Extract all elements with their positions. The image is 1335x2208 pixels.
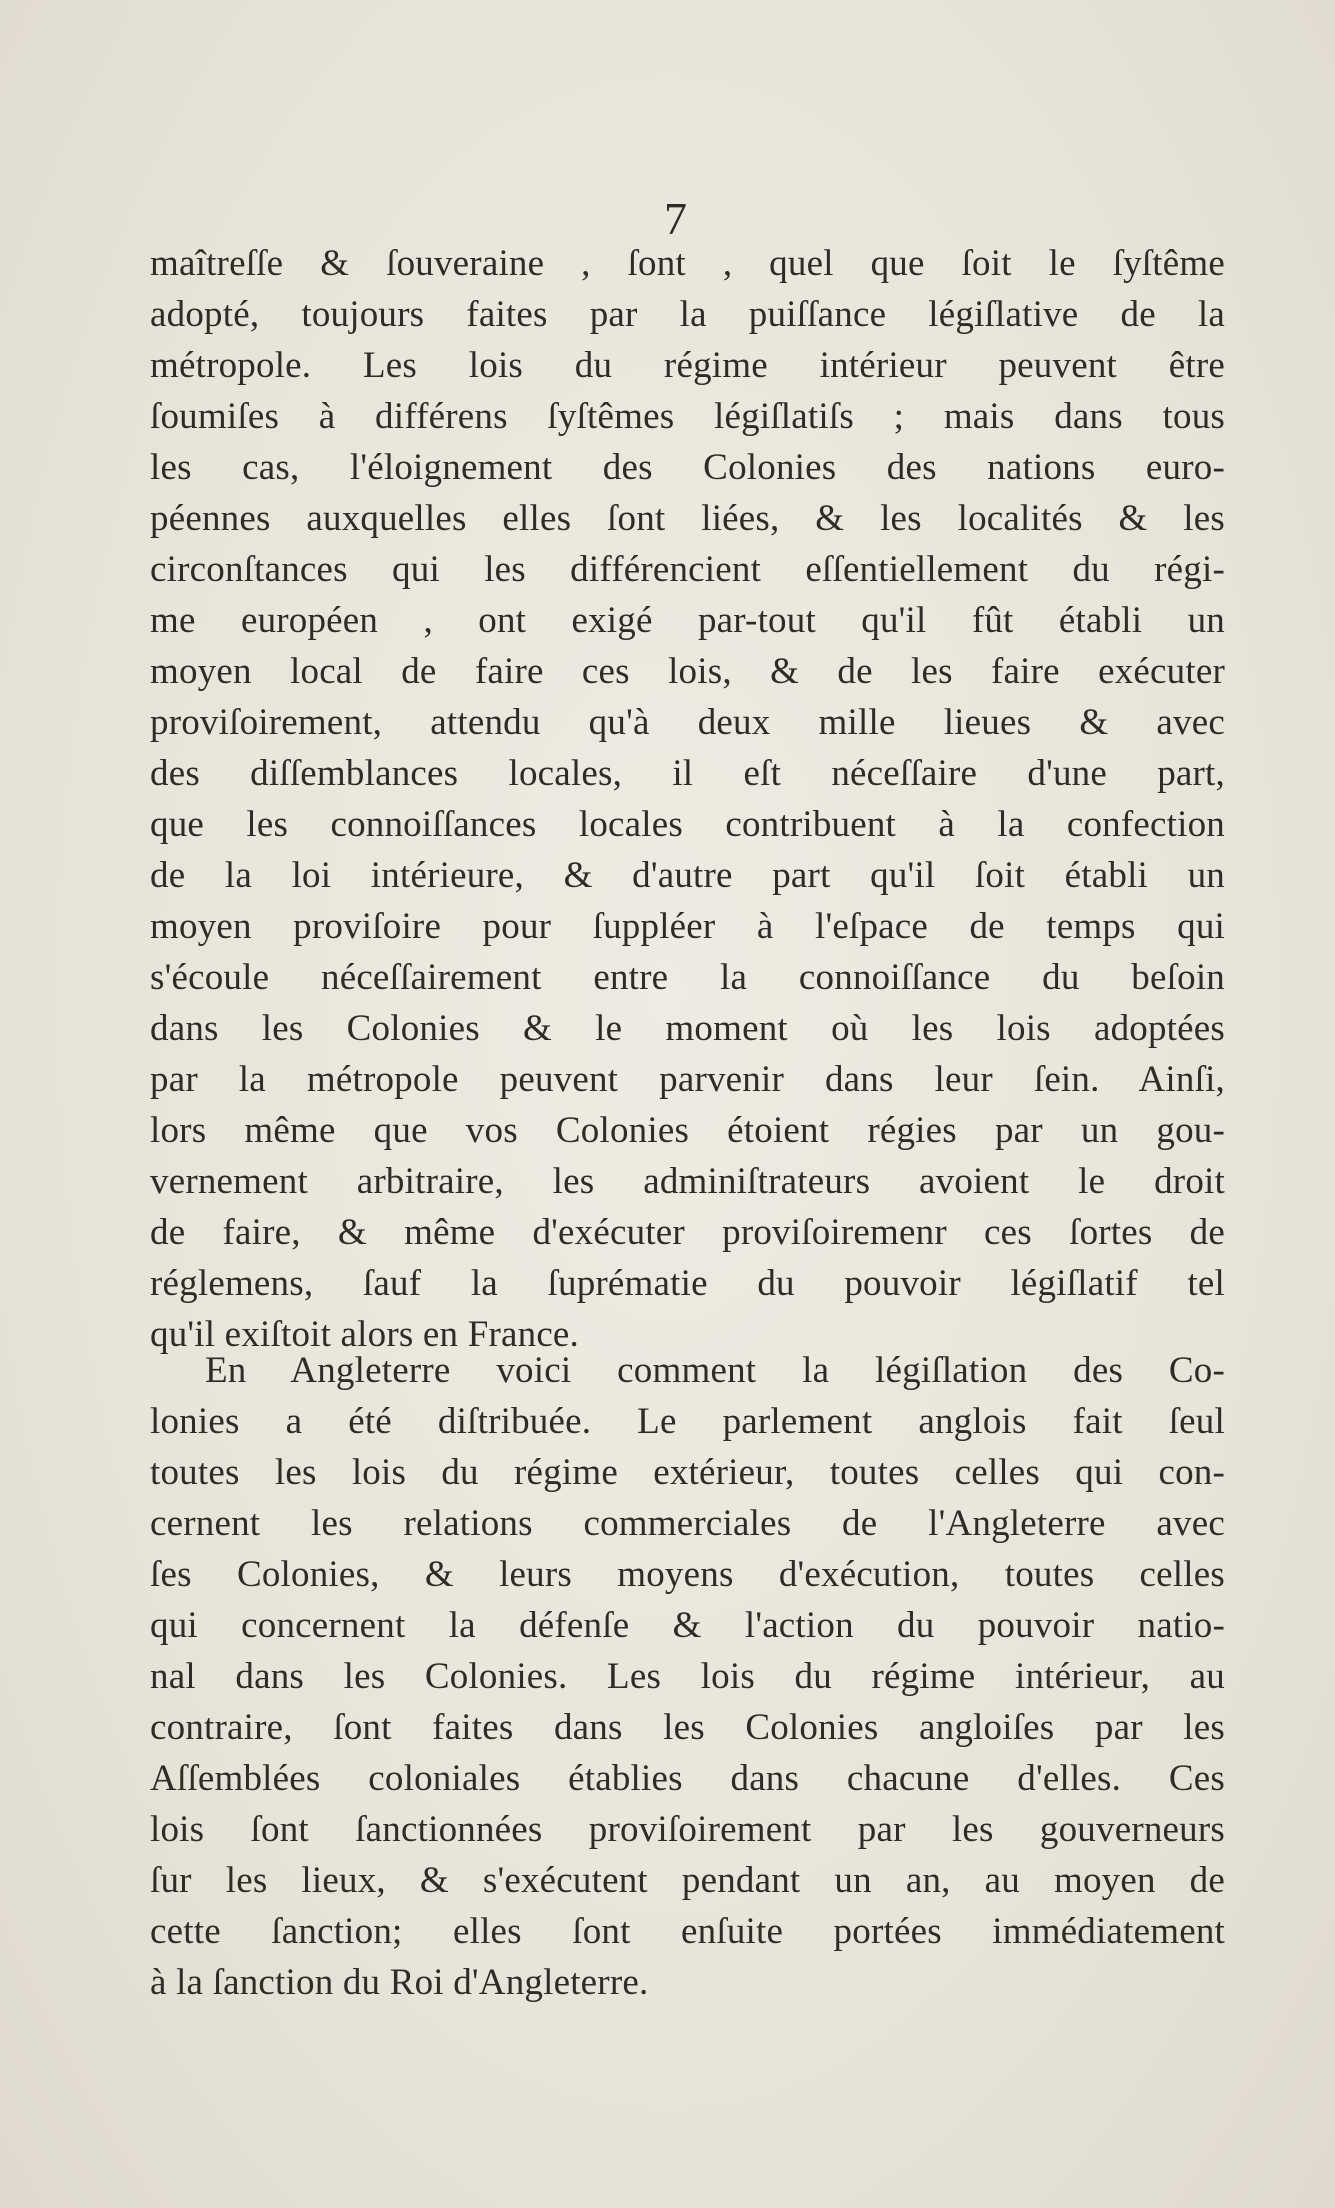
text-line: par la métropole peuvent parvenir dans leur ſein. Ainſi, — [150, 1059, 1225, 1100]
text-line: s'écoule néceſſairement entre la connoiſſance du beſoin — [150, 957, 1225, 998]
text-line: ſur les lieux, & s'exécutent pendant un an, au moyen de — [150, 1860, 1225, 1901]
text-line: nal dans les Colonies. Les lois du régime intérieur, au — [150, 1656, 1225, 1697]
text-line: cette ſanction; elles ſont enſuite portées immédiatement — [150, 1911, 1225, 1952]
text-line: ſoumiſes à différens ſyſtêmes légiſlatiſs ; mais dans tous — [150, 396, 1225, 437]
text-line: moyen proviſoire pour ſuppléer à l'eſpace de temps qui — [150, 906, 1225, 947]
text-line: des diſſemblances locales, il eſt néceſſaire d'une part, — [150, 753, 1225, 794]
text-line: lois ſont ſanctionnées proviſoirement par les gouverneurs — [150, 1809, 1225, 1850]
text-line: toutes les lois du régime extérieur, toutes celles qui con- — [150, 1452, 1225, 1493]
text-line: qui concernent la défenſe & l'action du pouvoir natio- — [150, 1605, 1225, 1646]
text-line: cernent les relations commerciales de l'Angleterre avec — [150, 1503, 1225, 1544]
text-line: proviſoirement, attendu qu'à deux mille lieues & avec — [150, 702, 1225, 743]
text-line: circonſtances qui les différencient eſſentiellement du régi- — [150, 549, 1225, 590]
text-line: ſes Colonies, & leurs moyens d'exécution, toutes celles — [150, 1554, 1225, 1595]
paragraph — [150, 238, 1225, 1360]
text-line: métropole. Les lois du régime intérieur peuvent être — [150, 345, 1225, 386]
text-line: qu'il exiſtoit alors en France. — [150, 1314, 580, 1355]
paragraph — [150, 1345, 1225, 2008]
text-line: de faire, & même d'exécuter proviſoiremenr ces ſortes de — [150, 1212, 1225, 1253]
text-line: réglemens, ſauf la ſuprématie du pouvoir légiſlatif tel — [150, 1263, 1225, 1304]
text-line: maîtreſſe & ſouveraine , ſont , quel que ſoit le ſyſtême — [150, 243, 1225, 284]
text-line: péennes auxquelles elles ſont liées, & les localités & les — [150, 498, 1225, 539]
text-line: me européen , ont exigé par-tout qu'il fût établi un — [150, 600, 1225, 641]
text-line: dans les Colonies & le moment où les lois adoptées — [150, 1008, 1225, 1049]
text-line: vernement arbitraire, les adminiſtrateurs avoient le droit — [150, 1161, 1225, 1202]
text-line: Aſſemblées coloniales établies dans chacune d'elles. Ces — [150, 1758, 1225, 1799]
text-line: adopté, toujours faites par la puiſſance légiſlative de la — [150, 294, 1225, 335]
text-line: lonies a été diſtribuée. Le parlement anglois fait ſeul — [150, 1401, 1225, 1442]
text-line: que les connoiſſances locales contribuent à la confection — [150, 804, 1225, 845]
text-line: lors même que vos Colonies étoient régies par un gou- — [150, 1110, 1225, 1151]
text-line: les cas, l'éloignement des Colonies des nations euro- — [150, 447, 1225, 488]
text-line: En Angleterre voici comment la légiſlation des Co- — [205, 1350, 1225, 1391]
text-line: de la loi intérieure, & d'autre part qu'il ſoit établi un — [150, 855, 1225, 896]
text-line: contraire, ſont faites dans les Colonies angloiſes par les — [150, 1707, 1225, 1748]
text-line: moyen local de faire ces lois, & de les faire exécuter — [150, 651, 1225, 692]
text-line: à la ſanction du Roi d'Angleterre. — [150, 1962, 649, 2003]
page-number: 7 — [664, 193, 687, 244]
